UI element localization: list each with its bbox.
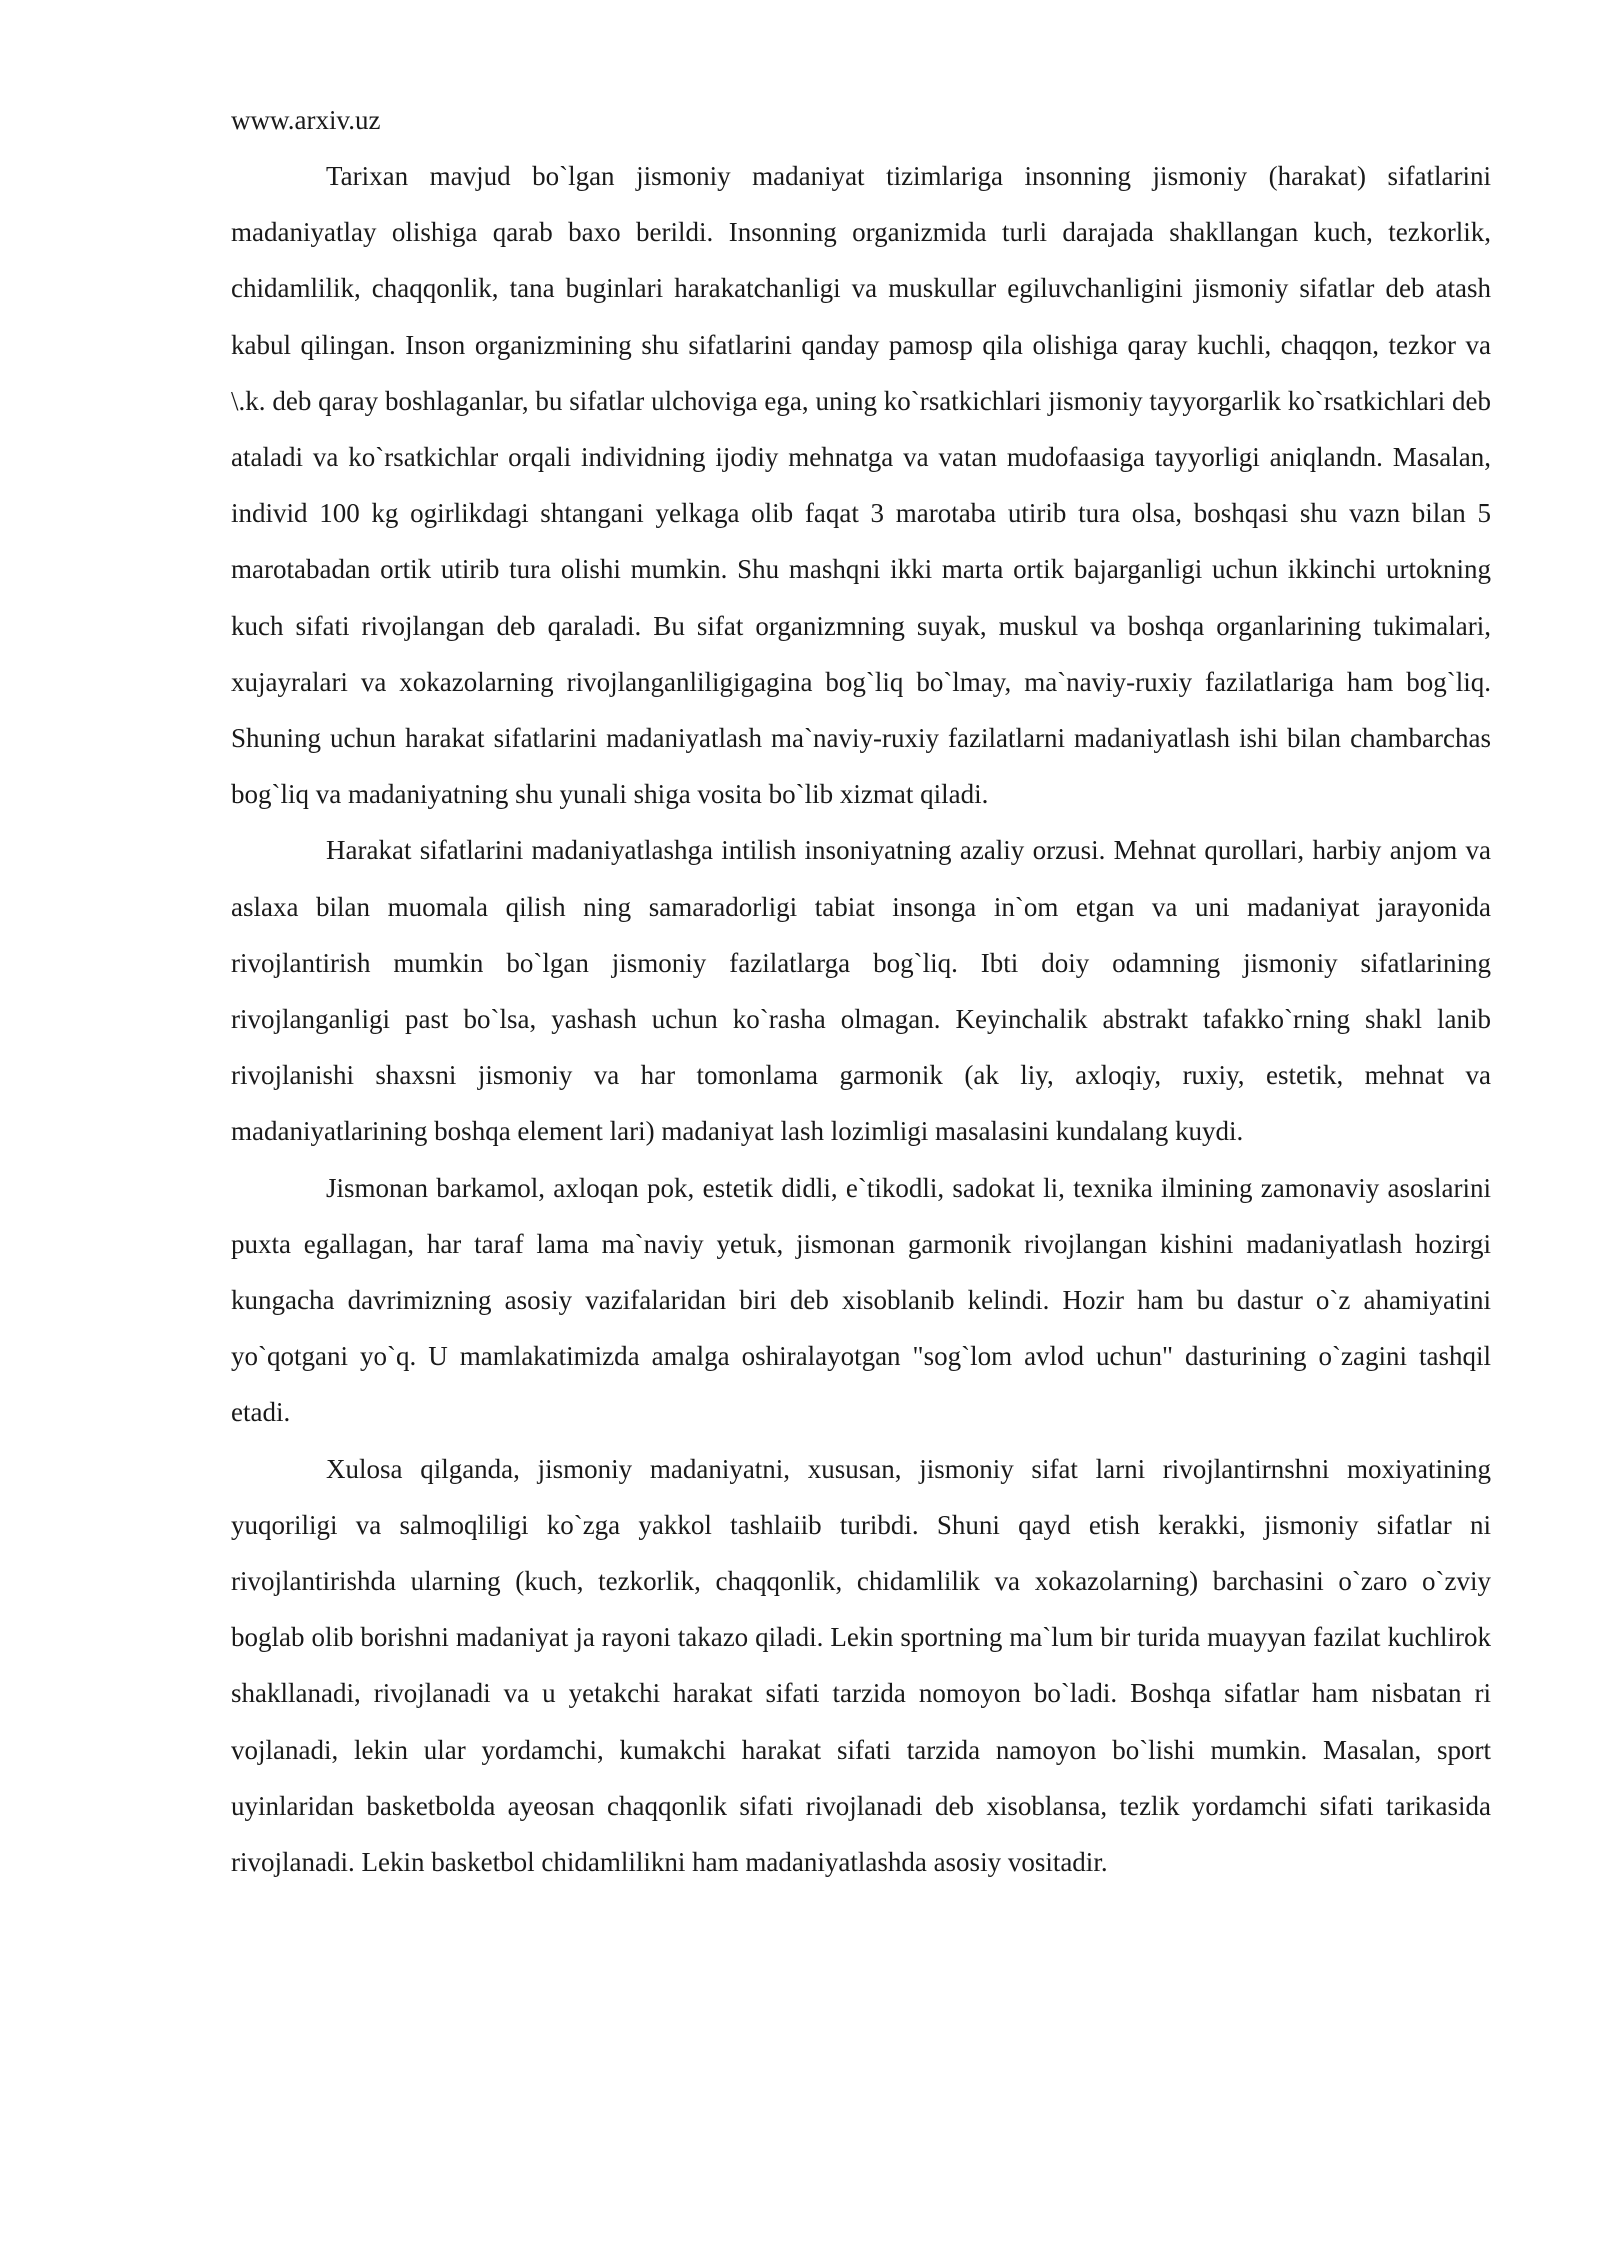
paragraph-4: Xulosa qilganda, jismoniy madaniyatni, xususan, jismoniy sifat larni rivojlantirnshni moxiyatining yuqoriligi va salmoqliligi ko`zga yakkol tashlaiib turibdi. Shuni qayd etish kerakki, jismoniy sifatlar ni rivojlantirishda ularning (kuch, tezkorlik, chaqqonlik, chidamlilik va xokazolarning) barchasini o`zaro o`zviy boglab olib borishni madaniyat ja rayoni takazo qiladi. Lekin sportning ma`lum bir turida muayyan fazilat kuchlirok shakllanadi, rivojlanadi va u yetakchi harakat sifati tarzida nomoyon bo`ladi. Boshqa sifatlar ham nisbatan ri vojlanadi, lekin ular yordamchi, kumakchi harakat sifati tarzida namoyon bo`lishi mumkin. Masalan, sport uyinlaridan basketbolda ayeosan chaqqonlik sifati rivojlanadi deb xisoblansa, tezlik yordamchi sifati tarikasida rivojlanadi. Lekin basketbol chidamlilikni ham madaniyatlashda asosiy vositadir. [231,1453,1491,1878]
paragraph-2: Harakat sifatlarini madaniyatlashga intilish insoniyatning azaliy orzusi. Mehnat qurollari, harbiy anjom va aslaxa bilan muomala qilish ning samaradorligi tabiat insonga in`om etgan va uni madaniyat jarayonida rivojlantirish mumkin bo`lgan jismoniy fazilatlarga bog`liq. Ibti doiy odamning jismoniy sifatlarining rivojlanganligi past bo`lsa, yashash uchun ko`rasha olmagan. Keyinchalik abstrakt tafakko`rning shakl lanib rivojlanishi shaxsni jismoniy va har tomonlama garmonik (ak liy, axloqiy, ruxiy, estetik, mehnat va madaniyatlarining boshqa element lari) madaniyat lash lozimligi masalasini kundalang kuydi. [231,835,1491,1147]
paragraph-1: Tarixan mavjud bo`lgan jismoniy madaniyat tizimlariga insonning jismoniy (harakat) sifatlarini madaniyatlay olishiga qarab baxo berildi. Insonning organizmida turli darajada shakllangan kuch, tezkorlik, chidamlilik, chaqqonlik, tana buginlari harakatchanligi va muskullar egiluvchanligini jismoniy sifatlar deb atash kabul qilingan. Inson organizmining shu sifatlarini qanday pamosp qila olishiga qaray kuchli, chaqqon, tezkor va \.k. deb qaray boshlaganlar, bu sifatlar ulchoviga ega, uning ko`rsatkichlari jismoniy tayyorgarlik ko`rsatkichlari deb ataladi va ko`rsatkichlar orqali individning ijodiy mehnatga va vatan mudofaasiga tayyorligi aniqlandn. Masalan, individ 100 kg ogirlikdagi shtangani yelkaga olib faqat 3 marotaba utirib tura olsa, boshqasi shu vazn bilan 5 marotabadan ortik utirib tura olishi mumkin. Shu mashqni ikki marta ortik bajarganligi uchun ikkinchi urtokning kuch sifati rivojlangan deb qaraladi. Bu sifat organizmning suyak, muskul va boshqa organlarining tukimalari, xujayralari va xokazolarning rivojlanganliligigagina bog`liq bo`lmay, ma`naviy-ruxiy fazilatlariga ham bog`liq. Shuning uchun harakat sifatlarini madaniyatlash ma`naviy-ruxiy fazilatlarni madaniyatlash ishi bilan chambarchas bog`liq va madaniyatning shu yunali shiga vosita bo`lib xizmat qiladi. [231,161,1491,810]
document-page [231,92,1491,1890]
paragraph-3: Jismonan barkamol, axloqan pok, estetik didli, e`tikodli, sadokat li, texnika ilmining zamonaviy asoslarini puxta egallagan, har taraf lama ma`naviy yetuk, jismonan garmonik rivojlangan kishini madaniyatlash hozirgi kungacha davrimizning asosiy vazifalaridan biri deb xisoblanib kelindi. Hozir ham bu dastur o`z ahamiyatini yo`qotgani yo`q. U mamlakatimizda amalga oshiralayotgan "sog`lom avlod uchun" dasturining o`zagini tashqil etadi. [231,1172,1491,1428]
site-url-header: www.arxiv.uz [231,105,381,135]
